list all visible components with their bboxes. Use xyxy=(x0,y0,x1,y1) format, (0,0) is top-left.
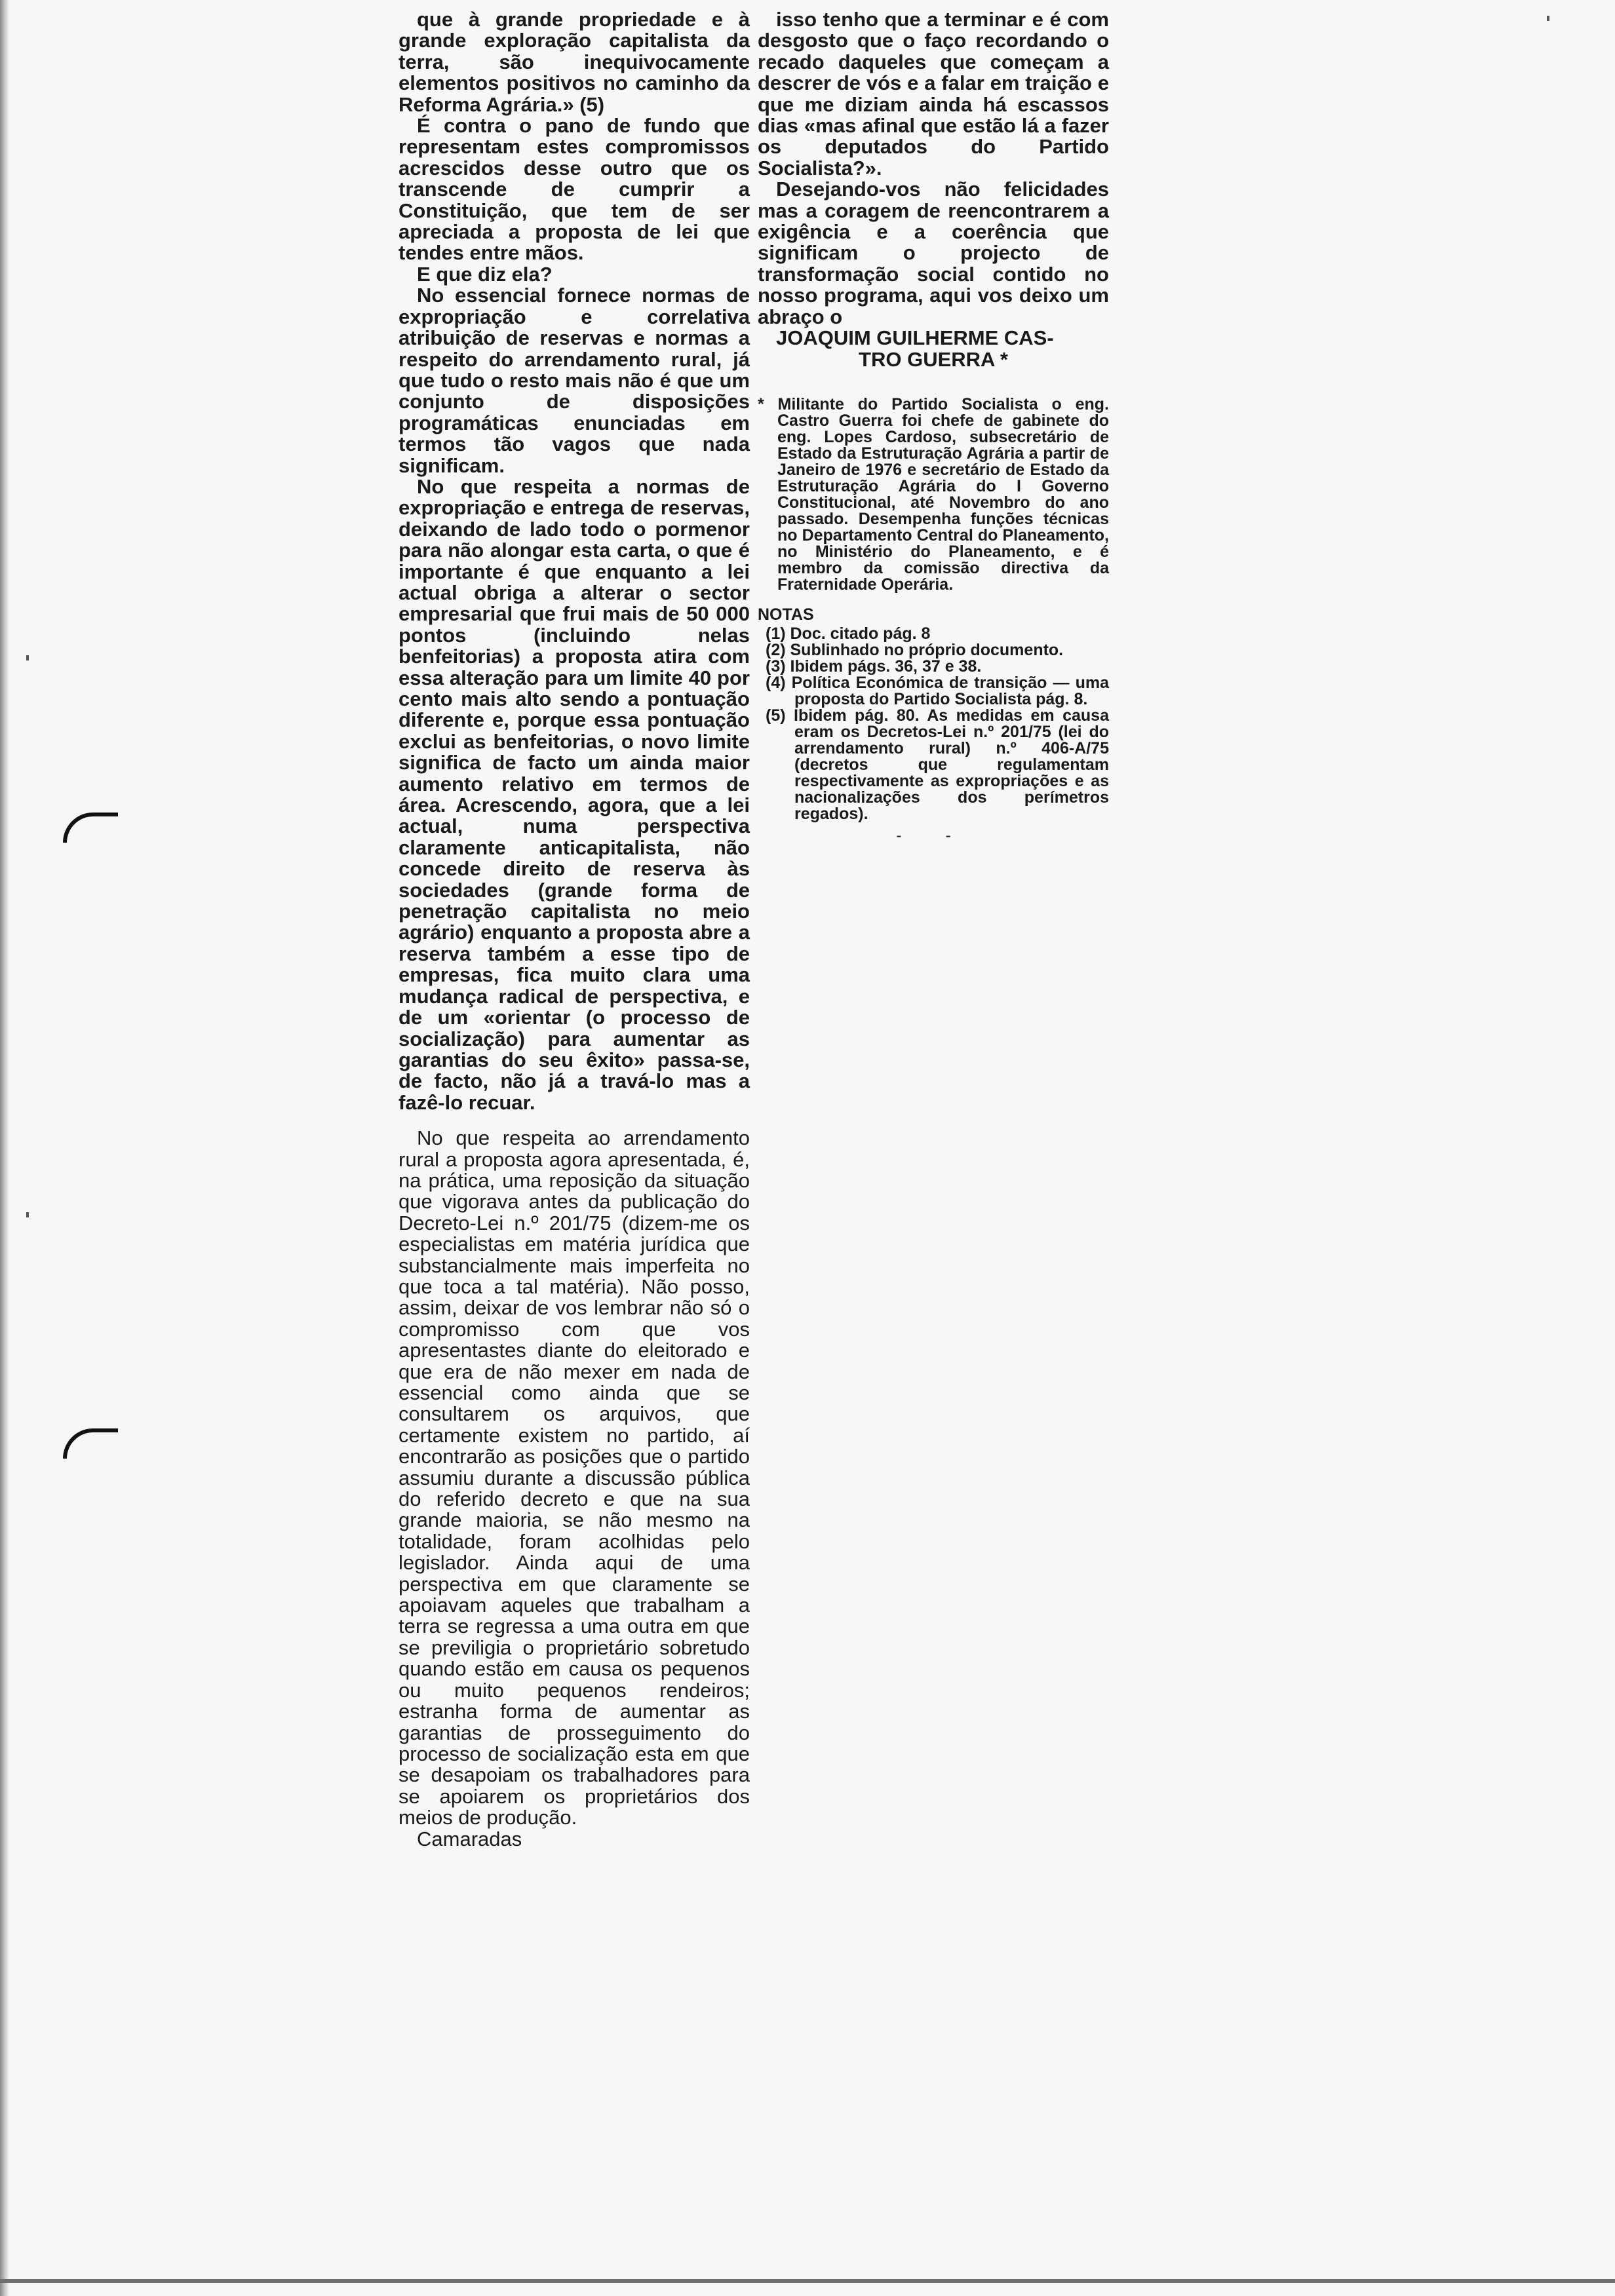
paragraph: É contra o pano de fundo que representam estes compromissos acrescidos desse outro que os transcende de cumprir a Constituição, que tem de ser apreciada a proposta de lei que tendes entre mãos. xyxy=(399,114,750,265)
paragraph: isso tenho que a terminar e é com desgosto que o faço recordando o recado daqueles que começam a descrer de vós e a falar em traição e que me diziam ainda há escassos dias «mas afinal que estão lá a fazer os deputados do Partido Socialista?». xyxy=(758,8,1109,180)
article-column-left xyxy=(399,9,750,1850)
note-item: (2) Sublinhado no próprio documento. xyxy=(766,640,1064,659)
scan-bottom-edge xyxy=(0,2279,1615,2283)
paragraph: No que respeita ao arrendamento rural a proposta agora apresentada, é, na prática, uma reposição da situação que vigorava antes da publicação do Decreto-Lei n.º 201/75 (dizem-me os especialistas em matéria jurídica que substancialmente mais imperfeita no que toca a tal matéria). Não posso, assim, deixar de vos lembrar não só o compromisso com que vos apresentastes diante do eleitorado e que era de não mexer em nada de essencial como ainda que se consultarem os arquivos, que certamente existem no partido, aí encontrarão as posições que o partido assumiu durante a discussão pública do referido decreto e que na sua grande maioria, se não mesmo na totalidade, foram acolhidas pelo legislador. Ainda aqui de uma perspectiva em que claramente se apoiavam aqueles que trabalham a terra se regressa a uma outra em que se previligia o proprietário sobretudo quando estão em causa os pequenos ou muito pequenos rendeiros; estranha forma de aumentar as garantias de prosseguimento do processo de socialização esta em que se desapoiam os trabalhadores para se apoiarem os proprietários dos meios de produção. xyxy=(399,1126,750,1829)
scan-speck xyxy=(26,1212,29,1217)
punch-hole-mark-upper xyxy=(63,813,118,843)
end-marks: - - xyxy=(896,826,971,845)
author-name-line-2: TRO GUERRA * xyxy=(859,347,1008,371)
scan-speck xyxy=(26,655,29,660)
paragraph: No essencial fornece normas de expropriação e correlativa atribuição de reservas e normas a respeito do arrendamento rural, já que tudo o resto mais não é que um conjunto de disposições programáticas enunciadas em termos tão vagos que nada significam. xyxy=(399,284,750,477)
note-item: (4) Política Económica de transição — uma proposta do Partido Socialista pág. 8. xyxy=(766,673,1109,708)
note-item: (5) Ibidem pág. 80. As medidas em causa eram os Decretos-Lei n.º 201/75 (lei do arrendamento rural) n.º 406-A/75 (decretos que regulamentam respectivamente as expropriações e as nacionalizações dos perímetros regados). xyxy=(766,706,1109,823)
closing-salutation: Camaradas xyxy=(417,1827,522,1850)
punch-hole-mark-lower xyxy=(63,1428,118,1459)
paragraph: Desejando-vos não felicidades mas a coragem de reencontrarem a exigência e a coerência que significam o projecto de transformação social contido no nosso programa, aqui vos deixo um abraço o xyxy=(758,178,1109,328)
notes-heading: NOTAS xyxy=(758,605,814,624)
note-item: (1) Doc. citado pág. 8 xyxy=(766,624,931,643)
note-item: (3) Ibidem págs. 36, 37 e 38. xyxy=(766,657,982,676)
paragraph: No que respeita a normas de expropriação e entrega de reservas, deixando de lado todo o pormenor para não alongar esta carta, o que é importante é que enquanto a lei actual obriga a alterar o sector empresarial que frui mais de 50 000 pontos (incluindo nelas benfeitorias) a proposta atira com essa alteração para um limite 40 por cento mais alto sendo a pontuação diferente e, porque essa pontuação exclui as benfeitorias, o novo limite significa de facto um ainda maior aumento relativo em termos de área. Acrescendo, agora, que a lei actual, numa perspectiva claramente anticapitalista, não concede direito de reserva às sociedades (grande forma de penetração capitalista no meio agrário) enquanto a proposta abre a reserva também a esse tipo de empresas, fica muito clara uma mudança radical de perspectiva, e de um «orientar (o processo de socialização) para aumentar as garantias do seu êxito» passa-se, de facto, não já a travá-lo mas a fazê-lo recuar. xyxy=(399,474,750,1114)
article-column-right xyxy=(758,9,1109,846)
notes-list xyxy=(758,626,1109,822)
paragraph-question: E que diz ela? xyxy=(417,262,553,286)
paragraph: que à grande propriedade e à grande exploração capitalista da terra, são inequivocamente elementos positivos no caminho da Reforma Agrária.» (5) xyxy=(399,8,750,116)
author-footnote: * Militante do Partido Socialista o eng. Castro Guerra foi chefe de gabinete do eng. Lopes Cardoso, subsecretário de Estado da Estruturação Agrária a partir de Janeiro de 1976 e secretário de Estado da Estruturação Agrária do I Governo Constitucional, até Novembro do ano passado. Desempenha funções técnicas no Departamento Central do Planeamento, no Ministério do Planeamento, e é membro da comissão directiva da Fraternidade Operária. xyxy=(758,394,1109,594)
scan-left-edge-shadow xyxy=(0,0,9,2296)
scan-speck xyxy=(1547,16,1549,21)
author-name-line-1: JOAQUIM GUILHERME CAS- xyxy=(776,326,1054,350)
paragraph-gap xyxy=(399,1113,750,1128)
